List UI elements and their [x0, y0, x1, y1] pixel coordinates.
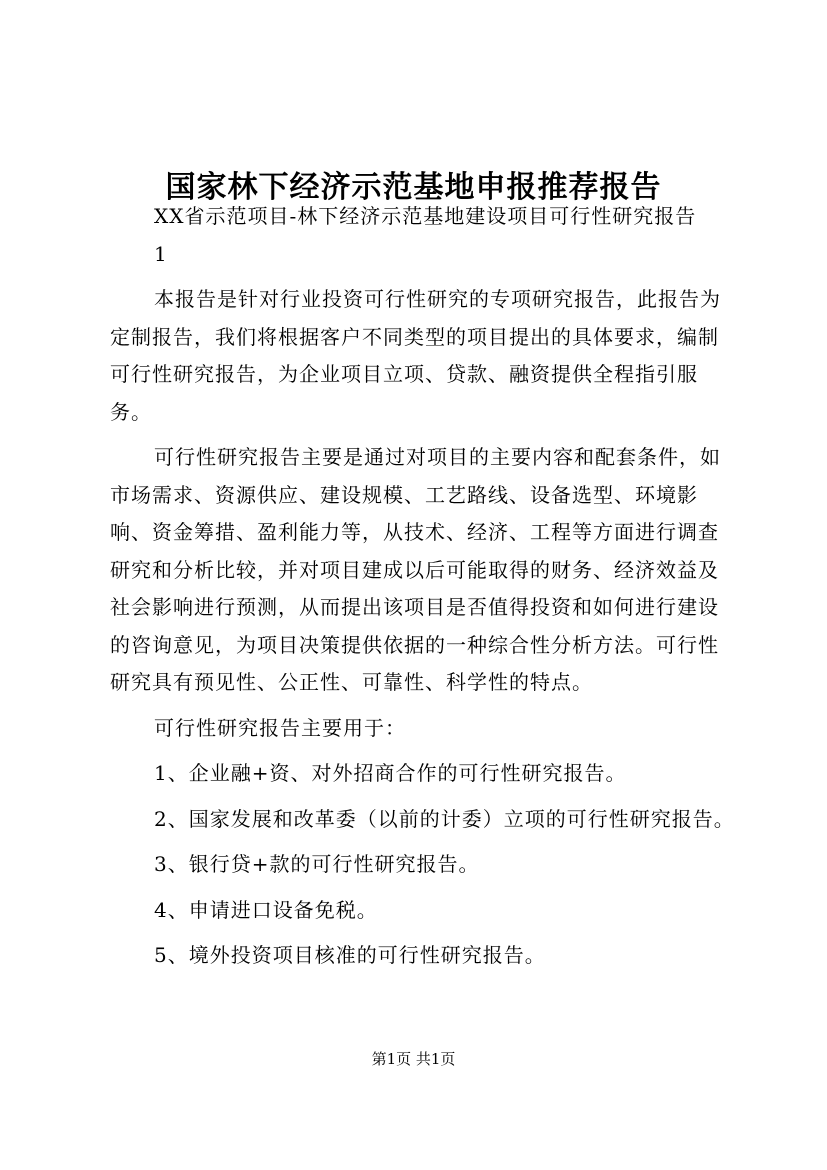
paragraph-uses-heading: 可行性研究报告主要用于：: [154, 715, 406, 740]
paragraph-number: 1: [154, 241, 168, 266]
list-item-4: 4、申请进口设备免税。: [154, 897, 378, 922]
paragraph-description: 可行性研究报告主要是通过对项目的主要内容和配套条件，如市场需求、资源供应、建设规模、工艺路线、设备选型、环境影响、资金筹措、盈利能力等，从技术、经济、工程等方面进行调查研究和分析比较，并对项目建成以后可能取得的财务、经济效益及社会影响进行预测，从而提出该项目是否值得投资和如何进行建设的咨询意见，为项目决策提供依据的一种综合性分析方法。可行性研究具有预见性、公正性、可靠性、科学性的特点。: [110, 445, 721, 694]
list-item-5: 5、境外投资项目核准的可行性研究报告。: [154, 943, 546, 967]
document-body: [110, 198, 738, 975]
page-footer: 第1页 共1页: [371, 1050, 456, 1068]
paragraph-intro: 本报告是针对行业投资可行性研究的专项研究报告，此报告为定制报告，我们将根据客户不同类型的项目提出的具体要求，编制可行性研究报告，为企业项目立项、贷款、融资提供全程指引服务。: [110, 287, 721, 424]
paragraph-project-name: XX省示范项目-林下经济示范基地建设项目可行性研究报告: [154, 204, 697, 228]
list-item-3: 3、银行贷+款的可行性研究报告。: [154, 852, 480, 876]
document-title: 国家林下经济示范基地申报推荐报告: [165, 170, 662, 206]
list-item-1: 1、企业融+资、对外招商合作的可行性研究报告。: [154, 761, 627, 785]
list-item-2: 2、国家发展和改革委（以前的计委）立项的可行性研究报告。: [154, 806, 735, 831]
